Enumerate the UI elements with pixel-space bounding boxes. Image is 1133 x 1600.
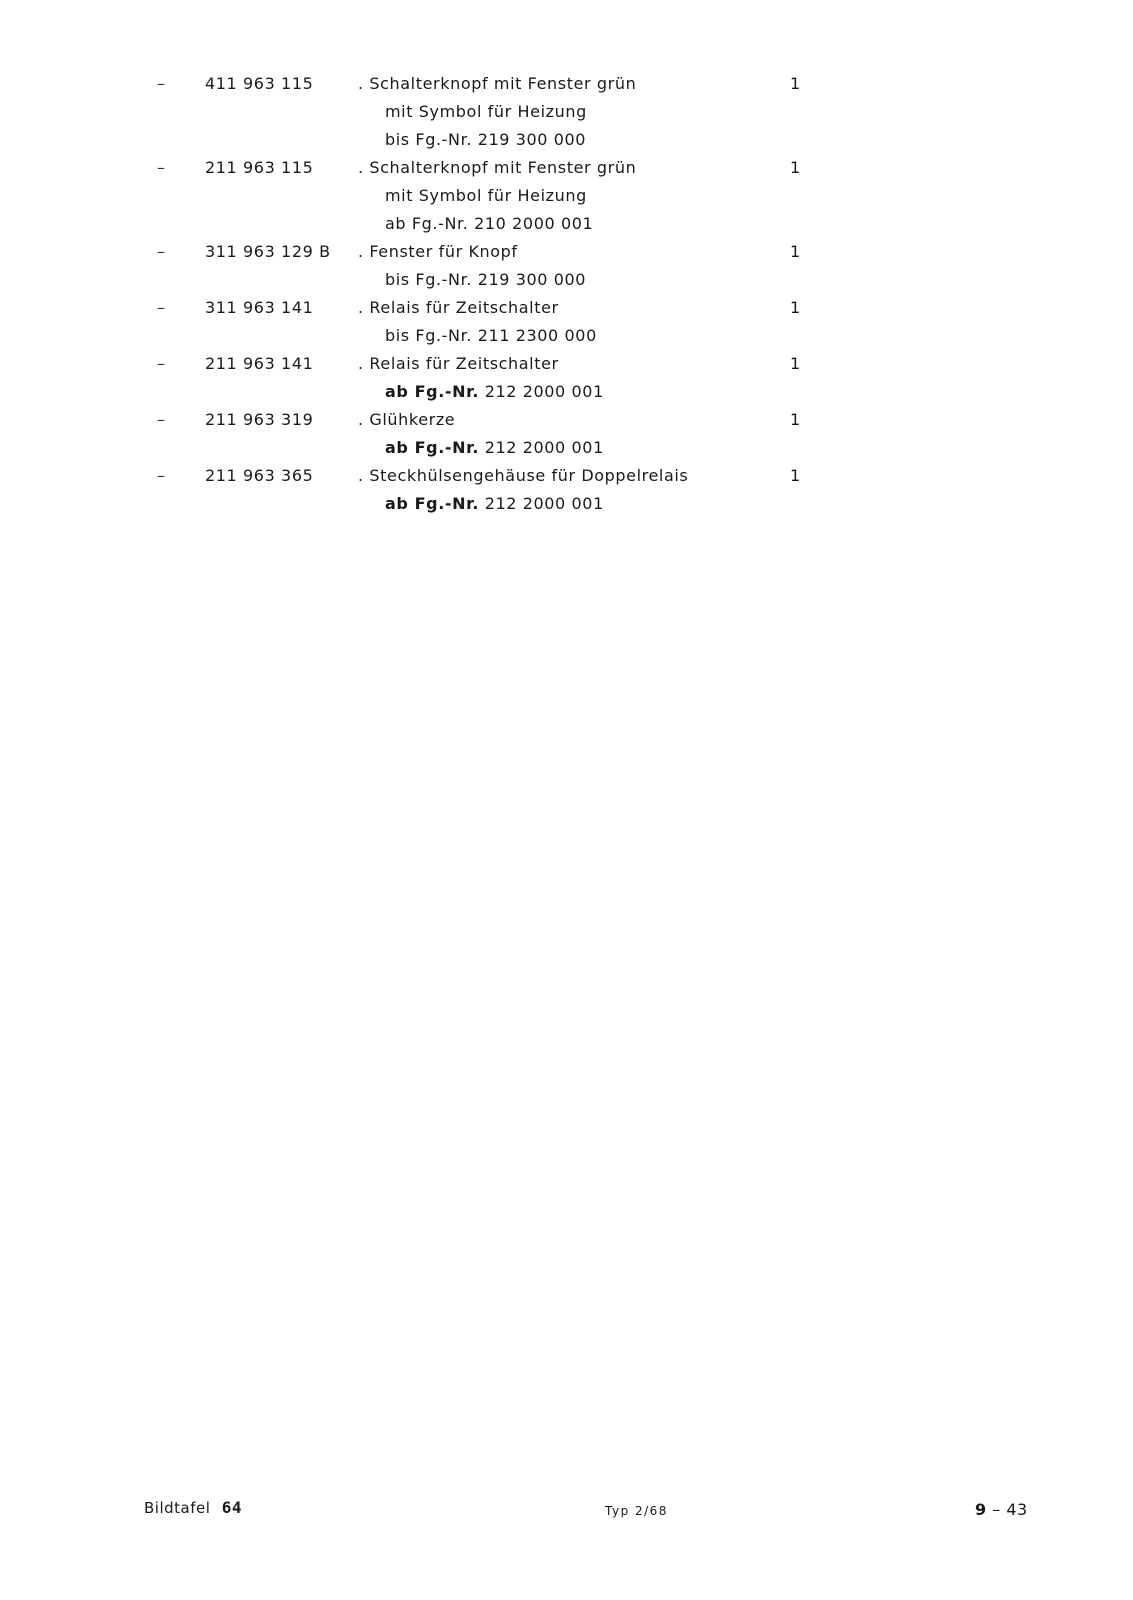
part-quantity: 1: [790, 74, 801, 93]
part-note-line: [0, 490, 1133, 518]
note-text: mit Symbol für Heizung: [385, 186, 587, 205]
part-number: 311 963 129 B: [205, 242, 331, 261]
note-text: mit Symbol für Heizung: [385, 102, 587, 121]
part-note: [385, 126, 586, 154]
part-number: 411 963 115: [205, 74, 314, 93]
part-row: [0, 462, 1133, 518]
part-description: . Relais für Zeitschalter: [358, 298, 559, 317]
parts-list: [0, 70, 1133, 518]
note-prefix: ab Fg.-Nr.: [385, 382, 479, 401]
part-description: . Fenster für Knopf: [358, 242, 518, 261]
part-quantity: 1: [790, 298, 801, 317]
page-separator: –: [992, 1500, 1001, 1519]
part-row: [0, 350, 1133, 406]
part-note: [385, 322, 597, 350]
part-row: [0, 294, 1133, 350]
part-note-line: [0, 210, 1133, 238]
part-main-line: [0, 294, 1133, 322]
part-note-line: [0, 266, 1133, 294]
part-row: [0, 406, 1133, 462]
part-note: [385, 210, 593, 238]
part-note-line: [0, 322, 1133, 350]
part-main-line: [0, 154, 1133, 182]
part-note: [385, 98, 587, 126]
part-main-line: [0, 238, 1133, 266]
part-row: [0, 70, 1133, 154]
page-footer: [0, 1498, 1133, 1528]
part-description: . Steckhülsengehäuse für Doppelrelais: [358, 466, 689, 485]
part-number: 311 963 141: [205, 298, 314, 317]
part-dash: –: [157, 354, 166, 373]
part-dash: –: [157, 158, 166, 177]
part-note-line: [0, 434, 1133, 462]
note-text: bis Fg.-Nr. 211 2300 000: [385, 326, 597, 345]
part-number: 211 963 319: [205, 410, 314, 429]
part-dash: –: [157, 466, 166, 485]
note-text: bis Fg.-Nr. 219 300 000: [385, 270, 587, 289]
part-description: . Schalterknopf mit Fenster grün: [358, 158, 637, 177]
part-main-line: [0, 350, 1133, 378]
part-number: 211 963 115: [205, 158, 314, 177]
plate-reference: [144, 1498, 242, 1517]
part-dash: –: [157, 298, 166, 317]
part-quantity: 1: [790, 410, 801, 429]
page-section: 9: [975, 1500, 987, 1519]
part-dash: –: [157, 410, 166, 429]
plate-label: Bildtafel: [144, 1499, 211, 1517]
part-main-line: [0, 406, 1133, 434]
part-note-line: [0, 126, 1133, 154]
type-reference: Typ 2/68: [605, 1504, 668, 1518]
part-number: 211 963 141: [205, 354, 314, 373]
part-note-line: [0, 182, 1133, 210]
part-quantity: 1: [790, 242, 801, 261]
part-description: . Relais für Zeitschalter: [358, 354, 559, 373]
page-number: [975, 1500, 1028, 1519]
part-note: [385, 434, 604, 462]
note-text: 212 2000 001: [484, 382, 604, 401]
part-main-line: [0, 70, 1133, 98]
part-main-line: [0, 462, 1133, 490]
note-prefix: ab Fg.-Nr.: [385, 438, 479, 457]
part-note-line: [0, 98, 1133, 126]
part-note: [385, 378, 604, 406]
part-row: [0, 154, 1133, 238]
part-note: [385, 182, 587, 210]
part-quantity: 1: [790, 466, 801, 485]
part-note: [385, 266, 586, 294]
part-quantity: 1: [790, 158, 801, 177]
part-dash: –: [157, 74, 166, 93]
note-text: ab Fg.-Nr. 210 2000 001: [385, 214, 594, 233]
page-number-value: 43: [1006, 1500, 1028, 1519]
part-row: [0, 238, 1133, 294]
part-dash: –: [157, 242, 166, 261]
note-text: 212 2000 001: [484, 494, 604, 513]
part-quantity: 1: [790, 354, 801, 373]
part-note: [385, 490, 604, 518]
plate-number: 64: [221, 1498, 242, 1517]
part-note-line: [0, 378, 1133, 406]
part-description: . Schalterknopf mit Fenster grün: [358, 74, 637, 93]
part-number: 211 963 365: [205, 466, 314, 485]
note-text: bis Fg.-Nr. 219 300 000: [385, 130, 587, 149]
part-description: . Glühkerze: [358, 410, 456, 429]
note-text: 212 2000 001: [484, 438, 604, 457]
note-prefix: ab Fg.-Nr.: [385, 494, 479, 513]
